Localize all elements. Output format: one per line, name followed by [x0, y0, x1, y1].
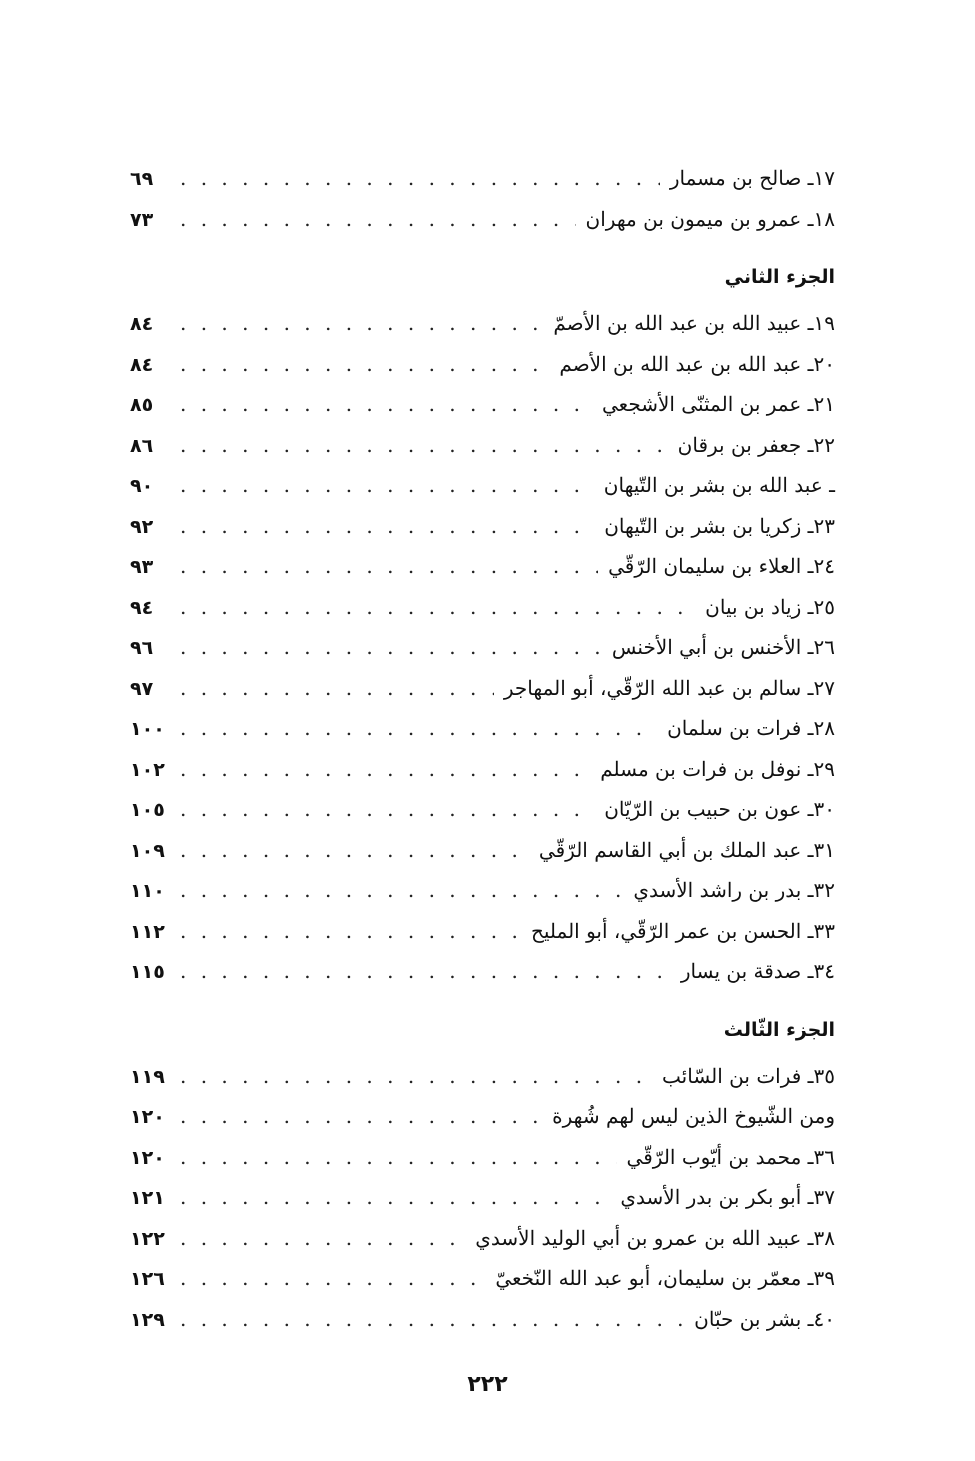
toc-entry-page: ٩٢ [130, 515, 154, 538]
toc-entry [130, 870, 835, 911]
toc-entry-title: ٢٤ـ العلاء بن سليمان الرّقّي [608, 554, 835, 578]
dot-leader [180, 1218, 465, 1259]
dot-leader [180, 1137, 617, 1178]
toc-entry [130, 587, 835, 628]
table-of-contents [130, 158, 835, 1339]
toc-entry [130, 911, 835, 952]
toc-entry-title: ٣٠ـ عون بن حبيب بن الرّيّان [604, 797, 835, 821]
toc-entry-page: ٩٤ [130, 596, 154, 619]
toc-entry [130, 1218, 835, 1259]
toc-entry-title: ٢٢ـ جعفر بن برقان [677, 432, 835, 457]
dot-leader [180, 344, 549, 385]
toc-entry-page: ١٢٠ [130, 1106, 165, 1128]
toc-entry-title: ـ عبد الله بن بشر بن التّيهان [603, 473, 835, 497]
toc-entry-title: ٣٤ـ صدقة بن يسار [680, 959, 835, 983]
toc-entry [130, 1299, 835, 1340]
toc-entry-page: ٨٥ [130, 394, 154, 416]
toc-entry-page: ١١٥ [130, 961, 165, 983]
toc-entry [130, 1096, 835, 1137]
toc-entry [130, 158, 835, 199]
toc-entry-title: ٢٠ـ عبد الله بن عبد الله بن الأصم [559, 351, 835, 376]
toc-entry-title: ٢٩ـ نوفل بن فرات بن مسلم [600, 756, 835, 781]
dot-leader [180, 158, 660, 199]
section-heading: الجزء الثاني [724, 266, 835, 288]
toc-entry-page: ١٢١ [130, 1187, 165, 1209]
toc-entry-page: ١٢٠ [130, 1146, 165, 1169]
toc-entry [130, 303, 835, 344]
dot-leader [180, 1299, 684, 1340]
toc-entry [130, 708, 835, 749]
toc-entry-page: ١٠٥ [130, 799, 165, 821]
dot-leader [180, 749, 590, 790]
page-number: ٢٢٢ [467, 1372, 508, 1397]
dot-leader [180, 668, 494, 709]
toc-entry-page: ٨٤ [130, 313, 154, 335]
toc-entry-page: ١١٢ [130, 920, 165, 943]
toc-entry [130, 830, 835, 871]
toc-entry-page: ٩٣ [130, 556, 154, 578]
toc-entry-title: ٣٧ـ أبو بكر بن بدر الأسدي [620, 1185, 835, 1209]
dot-leader [180, 546, 598, 587]
toc-entry-page: ١٢٩ [130, 1308, 165, 1331]
toc-entry [130, 344, 835, 385]
toc-entry-title: ٢٧ـ سالم بن عبد الله الرّقّي، أبو المهاجر [503, 675, 835, 700]
toc-entry [130, 1137, 835, 1178]
dot-leader [180, 789, 594, 830]
toc-entry-page: ١٠٢ [130, 758, 165, 781]
dot-leader [180, 587, 695, 628]
dot-leader [180, 199, 576, 240]
toc-entry [130, 465, 835, 506]
toc-entry-title: ١٩ـ عبيد الله بن عبد الله بن الأصمّ [553, 311, 835, 335]
dot-leader [180, 1177, 610, 1218]
toc-entry [130, 951, 835, 992]
toc-entry-page: ٧٣ [130, 208, 154, 231]
toc-entry-title: ٣٢ـ بدر بن راشد الأسدي [633, 878, 835, 902]
toc-section-part-two [130, 257, 835, 992]
toc-entry-page: ١٢٦ [130, 1268, 165, 1290]
dot-leader [180, 1258, 485, 1299]
toc-entry [130, 506, 835, 547]
toc-entry [130, 425, 835, 466]
dot-leader [180, 708, 657, 749]
toc-entry [130, 1258, 835, 1299]
dot-leader [180, 911, 521, 952]
toc-entry [130, 789, 835, 830]
toc-entry-page: ٨٦ [130, 434, 154, 457]
toc-entry-title: ٣٦ـ محمد بن أيّوب الرّقّي [626, 1144, 835, 1169]
toc-entry [130, 627, 835, 668]
toc-entry [130, 546, 835, 587]
toc-entry-title: ١٨ـ عمرو بن ميمون بن مهران [585, 206, 835, 231]
toc-entry [130, 1056, 835, 1097]
dot-leader [180, 627, 602, 668]
toc-entry [130, 1177, 835, 1218]
toc-entry [130, 668, 835, 709]
toc-entry-page: ٩٧ [130, 677, 154, 700]
toc-entry-page: ٨٤ [130, 353, 154, 376]
dot-leader [180, 384, 592, 425]
toc-entry-title: ٣٣ـ الحسن بن عمر الرّقّي، أبو المليح [530, 918, 835, 943]
toc-entry-title: ٣٩ـ معمّر بن سليمان، أبو عبد الله النّخعيّ [495, 1266, 835, 1290]
toc-entry-page: ١٠٠ [130, 718, 165, 740]
toc-entry-page: ٦٩ [130, 168, 154, 190]
toc-entry-title: ٢٥ـ زياد بن بيان [705, 594, 835, 619]
dot-leader [180, 425, 668, 466]
toc-entry-page: ١٠٩ [130, 839, 165, 862]
toc-entry-page: ١١٩ [130, 1065, 165, 1088]
dot-leader [180, 870, 623, 911]
toc-entry-title: ٢٦ـ الأخنس بن أبي الأخنس [611, 635, 835, 659]
toc-section-part-three [130, 1010, 835, 1340]
toc-entry-title: ٢٨ـ فرات بن سلمان [667, 716, 835, 740]
toc-entry-title: ٢١ـ عمر بن المثنّى الأشجعي [602, 392, 835, 416]
toc-entry-title: ٣٨ـ عبيد الله بن عمرو بن أبي الوليد الأسدي [475, 1225, 835, 1250]
dot-leader [180, 465, 594, 506]
toc-entry-title: ومن الشّيوخ الذين ليس لهم شُهرة [552, 1104, 835, 1128]
dot-leader [180, 830, 529, 871]
toc-entry-title: ٣٥ـ فرات بن السّائب [662, 1063, 835, 1088]
toc-entry-page: ١١٠ [130, 880, 165, 902]
toc-entry-title: ٣١ـ عبد الملك بن أبي القاسم الرّقّي [538, 837, 835, 862]
dot-leader [180, 951, 671, 992]
section-heading: الجزء الثّالث [723, 1018, 835, 1041]
dot-leader [180, 1056, 652, 1097]
dot-leader [180, 303, 543, 344]
toc-entry [130, 199, 835, 240]
toc-entry-page: ٩٠ [130, 475, 154, 497]
dot-leader [180, 506, 594, 547]
toc-entry-page: ١٢٢ [130, 1227, 165, 1250]
toc-entry-title: ٢٣ـ زكريا بن بشر بن التّيهان [604, 513, 835, 538]
toc-section-continuation [130, 158, 835, 239]
toc-entry-page: ٩٦ [130, 637, 154, 659]
toc-entry-title: ١٧ـ صالح بن مسمار [669, 166, 835, 190]
toc-entry [130, 384, 835, 425]
dot-leader [180, 1096, 542, 1137]
toc-entry [130, 749, 835, 790]
toc-entry-title: ٤٠ـ بشر بن حبّان [694, 1306, 835, 1331]
